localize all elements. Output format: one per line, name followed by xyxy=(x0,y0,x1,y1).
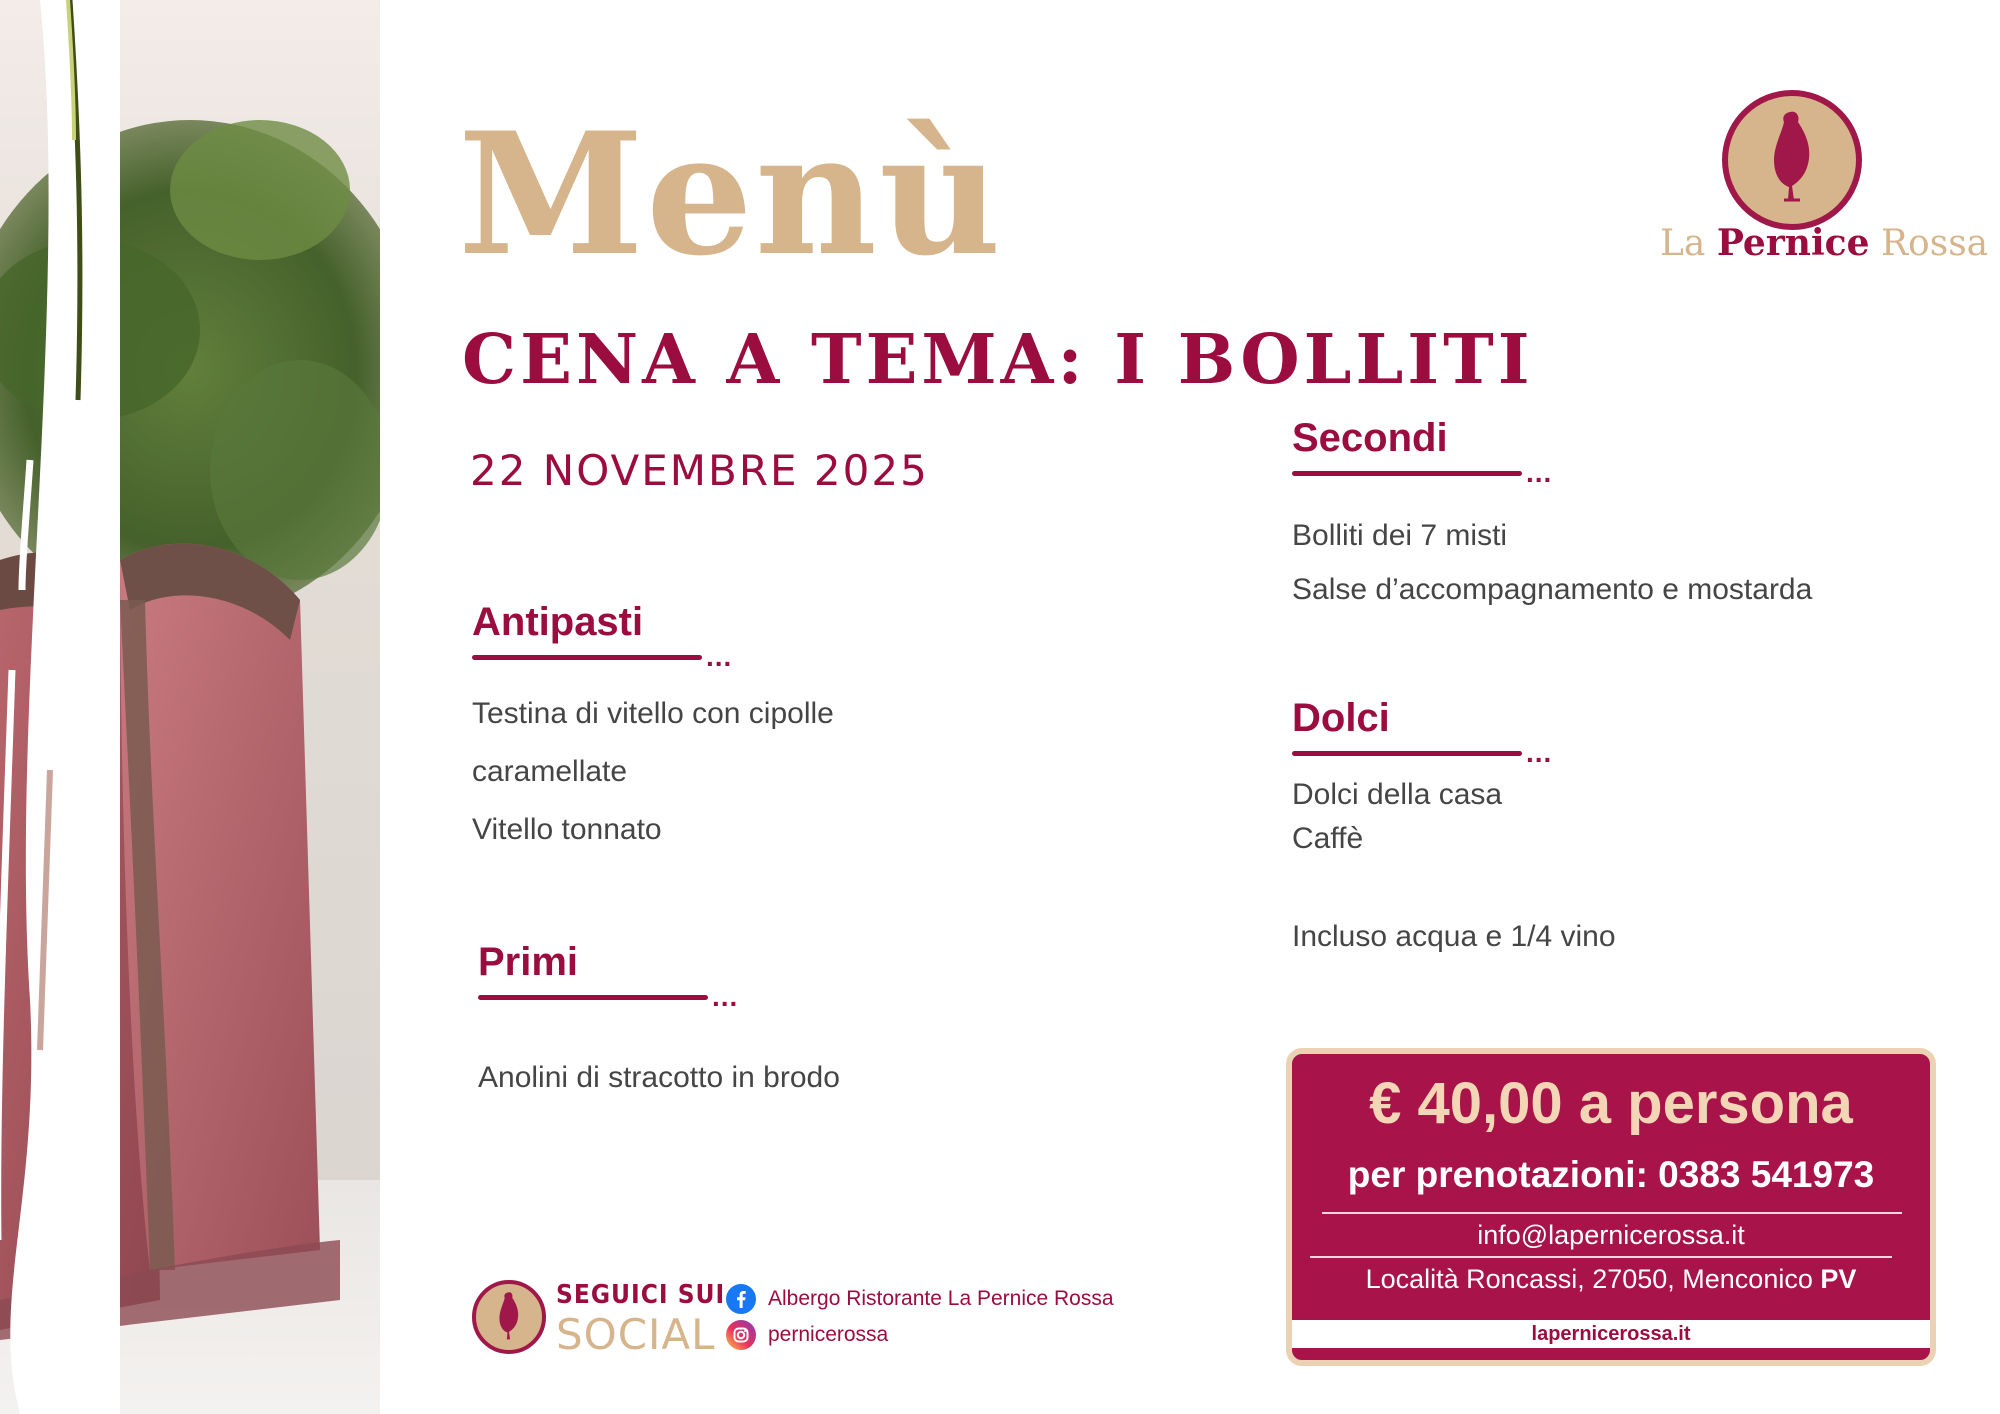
food-photo xyxy=(0,0,380,1414)
instagram-link[interactable] xyxy=(726,1320,888,1350)
menu-title: Menù xyxy=(458,95,1004,293)
social-label: SOCIAL xyxy=(556,1310,716,1359)
facebook-icon xyxy=(726,1284,756,1314)
dish-item: Bolliti dei 7 misti xyxy=(1292,519,1508,552)
dish-item: Testina di vitello con cipolle xyxy=(472,697,834,730)
section-divider: ... xyxy=(478,991,840,1003)
section-dolci xyxy=(1292,696,1553,861)
instagram-handle: pernicerossa xyxy=(768,1323,889,1346)
partridge-logo-icon xyxy=(472,1280,546,1354)
section-divider: ... xyxy=(472,651,834,663)
divider xyxy=(1310,1256,1892,1258)
dish-list xyxy=(478,1061,840,1095)
section-antipasti xyxy=(472,600,834,859)
dish-list xyxy=(1292,773,1502,861)
address-text: Località Roncassi, 27050, Menconico xyxy=(1365,1264,1813,1294)
address xyxy=(1292,1264,1930,1295)
dish-item: Dolci della casa xyxy=(1292,778,1503,811)
event-date: 22 NOVEMBRE 2025 xyxy=(470,446,929,495)
section-divider: ... xyxy=(1292,747,1502,759)
logo-word-pernice: Pernice xyxy=(1716,222,1870,264)
dish-item: Caffè xyxy=(1292,822,1364,855)
dish-item: Salse d’accompagnamento e mostarda xyxy=(1292,573,1813,606)
partridge-logo-icon xyxy=(1722,90,1862,230)
instagram-icon xyxy=(726,1320,756,1350)
address-province: PV xyxy=(1820,1264,1857,1294)
facebook-link[interactable] xyxy=(726,1284,1114,1314)
section-divider: ... xyxy=(1292,467,1812,479)
follow-us-label: SEGUICI SUI xyxy=(556,1280,726,1310)
facebook-page-name: Albergo Ristorante La Pernice Rossa xyxy=(768,1287,1114,1310)
section-title: Secondi xyxy=(1292,416,1448,460)
logo-word-rossa: Rossa xyxy=(1880,223,1989,264)
dish-list xyxy=(472,685,834,859)
event-subtitle: CENA A TEMA: I BOLLITI xyxy=(462,320,1534,400)
brand-logo-text xyxy=(1660,222,1989,264)
section-title: Primi xyxy=(478,940,579,984)
price-contact-box xyxy=(1286,1048,1936,1366)
contact-email: info@lapernicerossa.it xyxy=(1477,1220,1745,1250)
included-drinks-note: Incluso acqua e 1/4 vino xyxy=(1292,920,1616,953)
dish-item: Vitello tonnato xyxy=(472,813,662,846)
section-primi xyxy=(478,940,840,1095)
divider xyxy=(1322,1212,1902,1214)
section-secondi xyxy=(1292,416,1812,617)
booking-phone: per prenotazioni: 0383 541973 xyxy=(1347,1154,1875,1195)
dish-item: caramellate xyxy=(472,755,628,788)
dish-item: Anolini di stracotto in brodo xyxy=(478,1061,840,1094)
website-link[interactable]: lapernicerossa.it xyxy=(1292,1320,1930,1348)
section-title: Dolci xyxy=(1292,696,1390,740)
price-per-person: € 40,00 a persona xyxy=(1369,1071,1853,1136)
dish-list xyxy=(1292,509,1812,617)
logo-word-la: La xyxy=(1660,223,1706,264)
section-title: Antipasti xyxy=(472,600,644,644)
